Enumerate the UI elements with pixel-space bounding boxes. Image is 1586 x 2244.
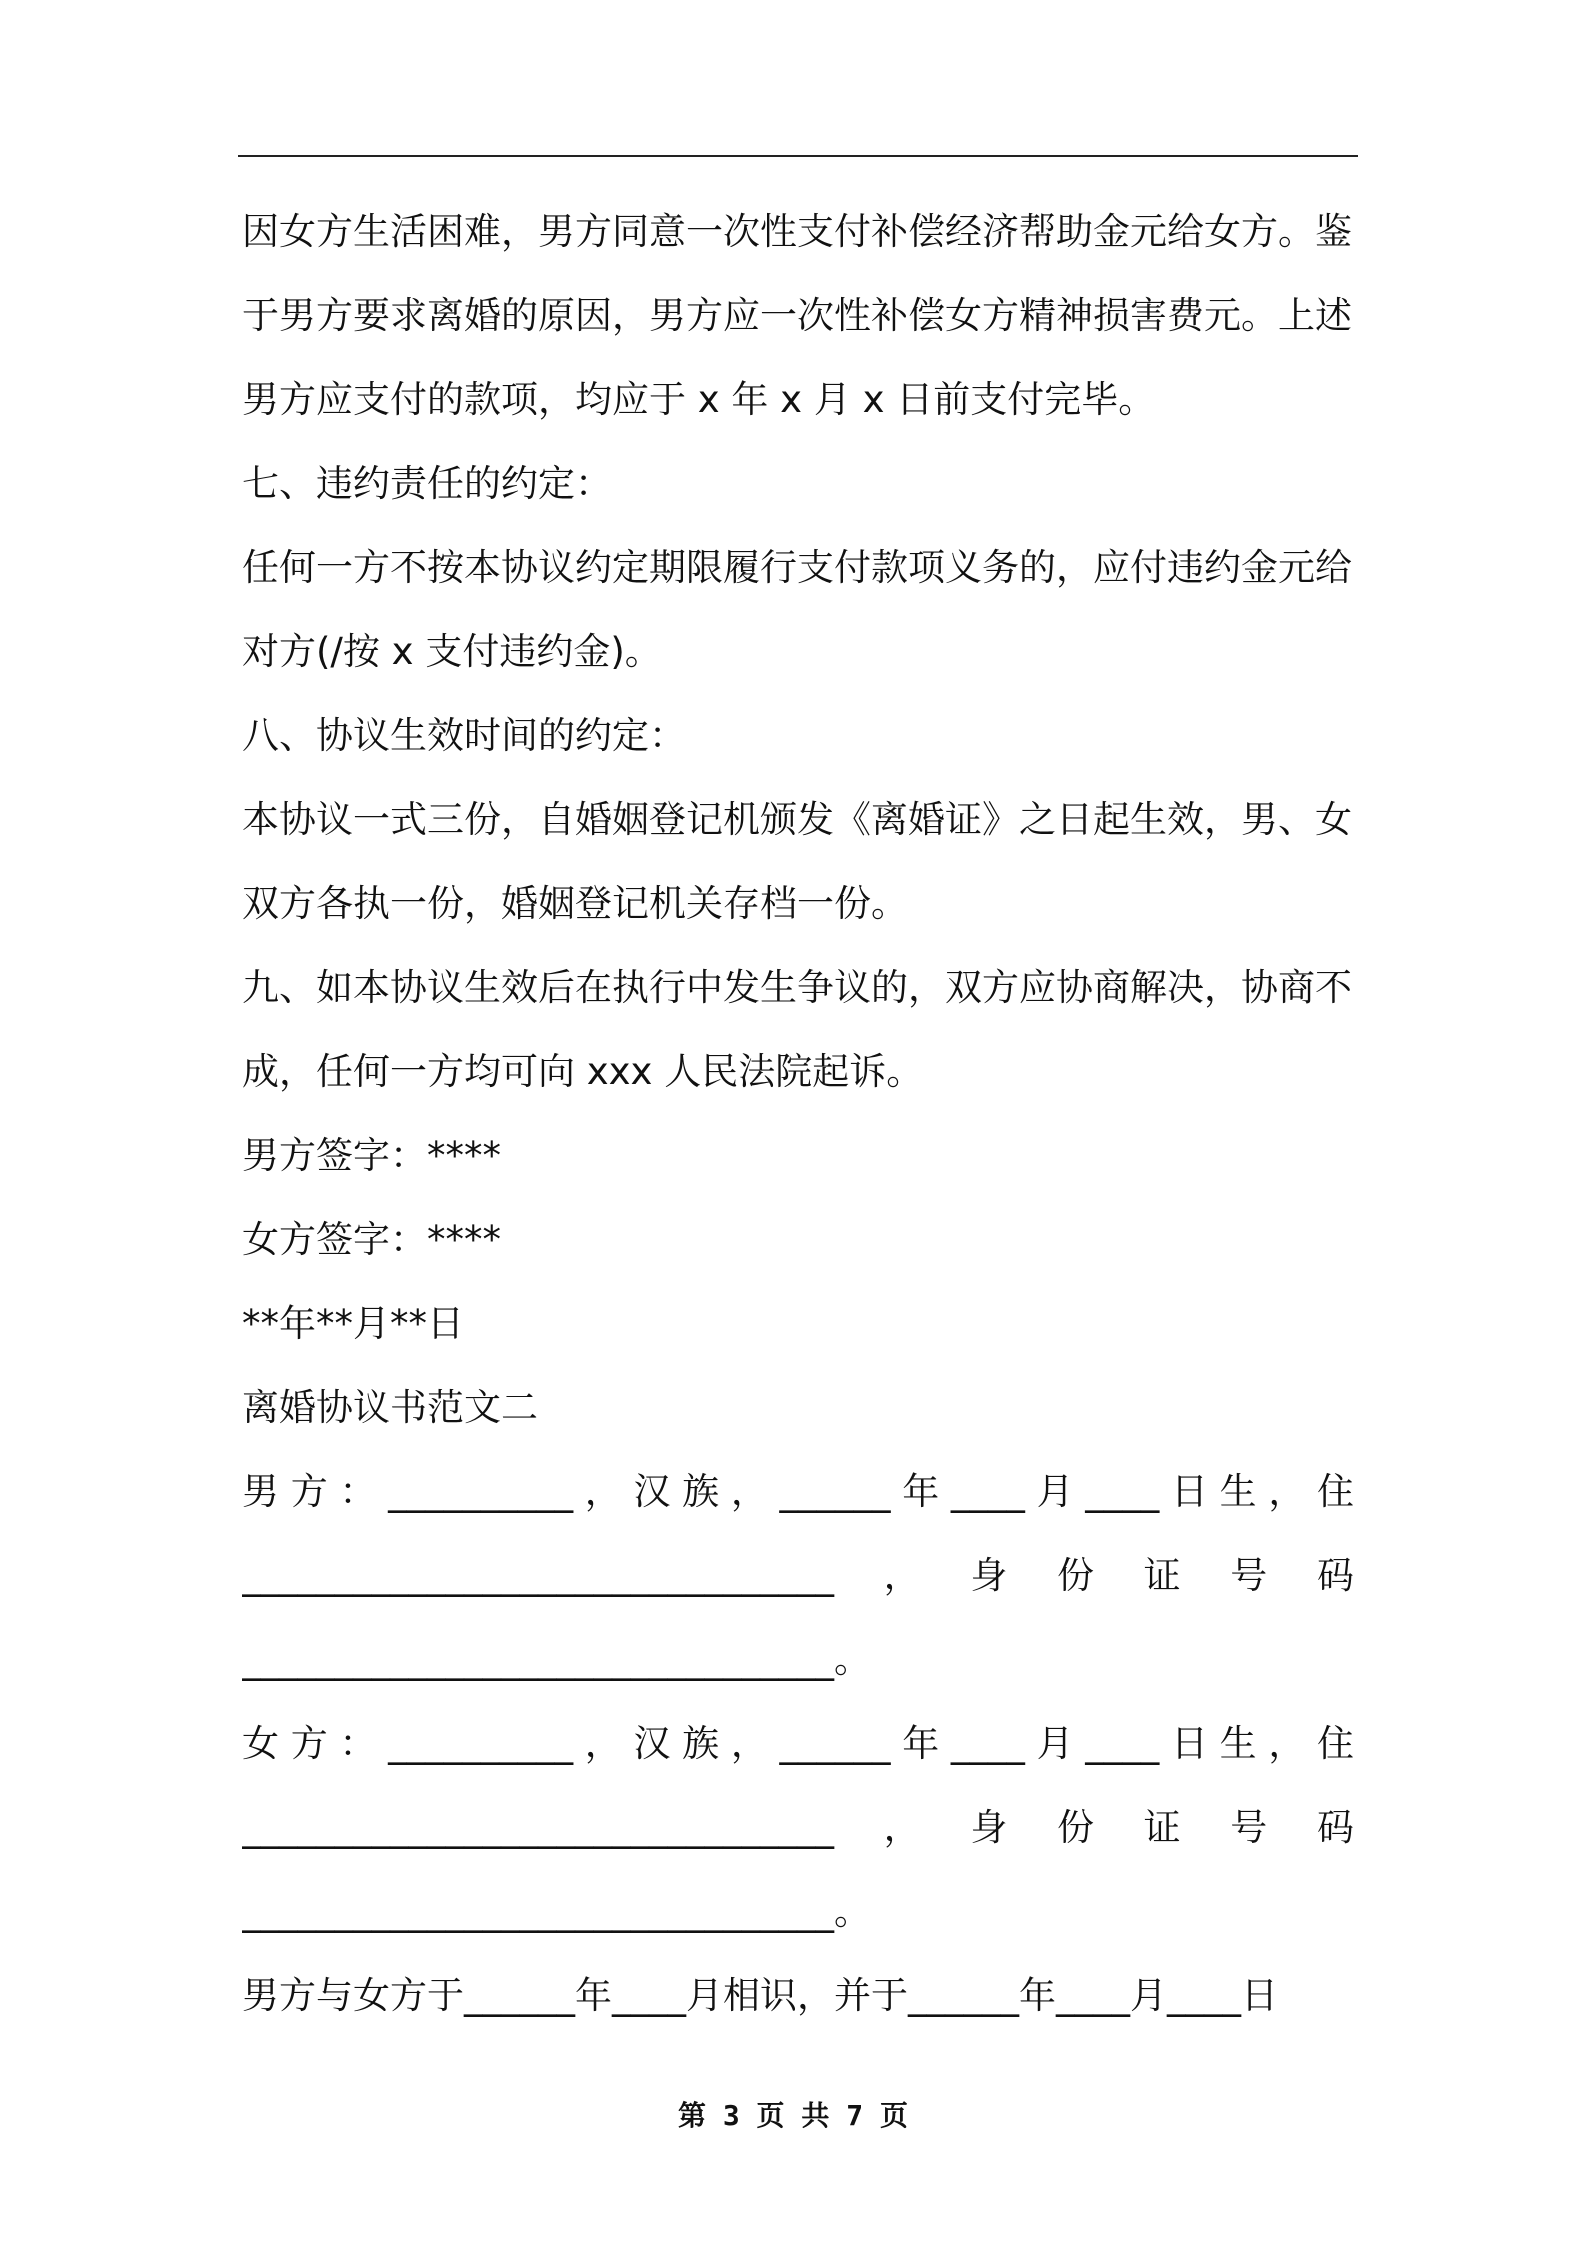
- sample-title: 离婚协议书范文二: [242, 1386, 538, 1429]
- acquaintance-line: 男方与女方于______年____月相识，并于______年____月____日: [242, 1974, 1278, 2017]
- document-body: [242, 190, 1354, 2038]
- male-info-token: 号: [1230, 1554, 1268, 1597]
- female-year-blank: ______: [779, 1722, 891, 1765]
- female-info-token: 证: [1143, 1806, 1181, 1849]
- female-info-token: 族: [682, 1722, 720, 1765]
- female-info-line: [242, 1786, 1354, 1870]
- male-info-token: ，: [883, 1554, 921, 1597]
- paragraph-line: 因女方生活困难，男方同意一次性支付补偿经济帮助金元给女方。鉴: [242, 210, 1352, 253]
- page-indicator: 第 3 页 共 7 页: [677, 2099, 908, 2132]
- male-name-blank: __________: [388, 1470, 574, 1513]
- female-info-token: ，: [883, 1806, 921, 1849]
- male-info-token: 月: [1036, 1470, 1074, 1513]
- paragraph-line: 九、如本协议生效后在执行中发生争议的，双方应协商解决，协商不: [242, 966, 1352, 1009]
- female-info-token: 住: [1317, 1722, 1354, 1765]
- male-info-token: 证: [1143, 1554, 1181, 1597]
- female-address-blank: ________________________________: [242, 1806, 834, 1849]
- female-info-token: 年: [902, 1722, 940, 1765]
- female-info-token: 方: [290, 1722, 328, 1765]
- paragraph-line: 对方(/按 x 支付违约金)。: [242, 630, 662, 673]
- paragraph-line: 成，任何一方均可向 xxx 人民法院起诉。: [242, 1050, 924, 1093]
- female-info-token: 生: [1219, 1722, 1257, 1765]
- female-info-token: ：: [339, 1722, 377, 1765]
- section-heading: 七、违约责任的约定：: [242, 462, 612, 505]
- male-info-token: 方: [290, 1470, 328, 1513]
- male-info-line: [242, 1534, 1354, 1618]
- male-month-blank: ____: [950, 1470, 1025, 1513]
- male-address-blank: ________________________________: [242, 1554, 834, 1597]
- male-info-token: 汉: [633, 1470, 671, 1513]
- female-signature: 女方签字：****: [242, 1218, 501, 1261]
- male-info-token: ，: [1268, 1470, 1306, 1513]
- date-line: **年**月**日: [242, 1302, 464, 1345]
- section-heading: 八、协议生效时间的约定：: [242, 714, 686, 757]
- male-info-token: 份: [1056, 1554, 1094, 1597]
- male-year-blank: ______: [779, 1470, 891, 1513]
- male-info-token: 生: [1219, 1470, 1257, 1513]
- male-info-token: ，: [584, 1470, 622, 1513]
- male-day-blank: ____: [1085, 1470, 1160, 1513]
- paragraph-line: 本协议一式三份，自婚姻登记机颁发《离婚证》之日起生效，男、女: [242, 798, 1352, 841]
- male-id-blank: ________________________________。: [242, 1638, 871, 1681]
- male-info-line: [242, 1450, 1354, 1534]
- male-signature: 男方签字：****: [242, 1134, 501, 1177]
- female-info-token: 月: [1036, 1722, 1074, 1765]
- female-name-blank: __________: [388, 1722, 574, 1765]
- female-id-blank: ________________________________。: [242, 1890, 871, 1933]
- male-info-token: ：: [339, 1470, 377, 1513]
- male-info-token: 住: [1317, 1470, 1354, 1513]
- female-info-line: [242, 1702, 1354, 1786]
- male-info-token: 日: [1170, 1470, 1208, 1513]
- female-info-token: 日: [1170, 1722, 1208, 1765]
- paragraph-line: 男方应支付的款项，均应于 x 年 x 月 x 日前支付完毕。: [242, 378, 1156, 421]
- female-info-token: ，: [730, 1722, 768, 1765]
- female-info-token: 女: [242, 1722, 279, 1765]
- male-info-token: ，: [730, 1470, 768, 1513]
- female-info-token: 身: [970, 1806, 1008, 1849]
- female-info-token: 码: [1316, 1806, 1354, 1849]
- male-info-token: 年: [902, 1470, 940, 1513]
- female-info-token: 号: [1230, 1806, 1268, 1849]
- female-day-blank: ____: [1085, 1722, 1160, 1765]
- male-info-token: 码: [1316, 1554, 1354, 1597]
- paragraph-line: 双方各执一份，婚姻登记机关存档一份。: [242, 882, 908, 925]
- male-info-token: 身: [970, 1554, 1008, 1597]
- female-month-blank: ____: [950, 1722, 1025, 1765]
- male-info-token: 族: [682, 1470, 720, 1513]
- female-info-token: 汉: [633, 1722, 671, 1765]
- header-rule: [238, 155, 1358, 157]
- paragraph-line: 任何一方不按本协议约定期限履行支付款项义务的，应付违约金元给: [242, 546, 1352, 589]
- female-info-token: ，: [584, 1722, 622, 1765]
- paragraph-line: 于男方要求离婚的原因，男方应一次性补偿女方精神损害费元。上述: [242, 294, 1352, 337]
- female-info-token: 份: [1056, 1806, 1094, 1849]
- female-info-token: ，: [1268, 1722, 1306, 1765]
- male-info-token: 男: [242, 1470, 279, 1513]
